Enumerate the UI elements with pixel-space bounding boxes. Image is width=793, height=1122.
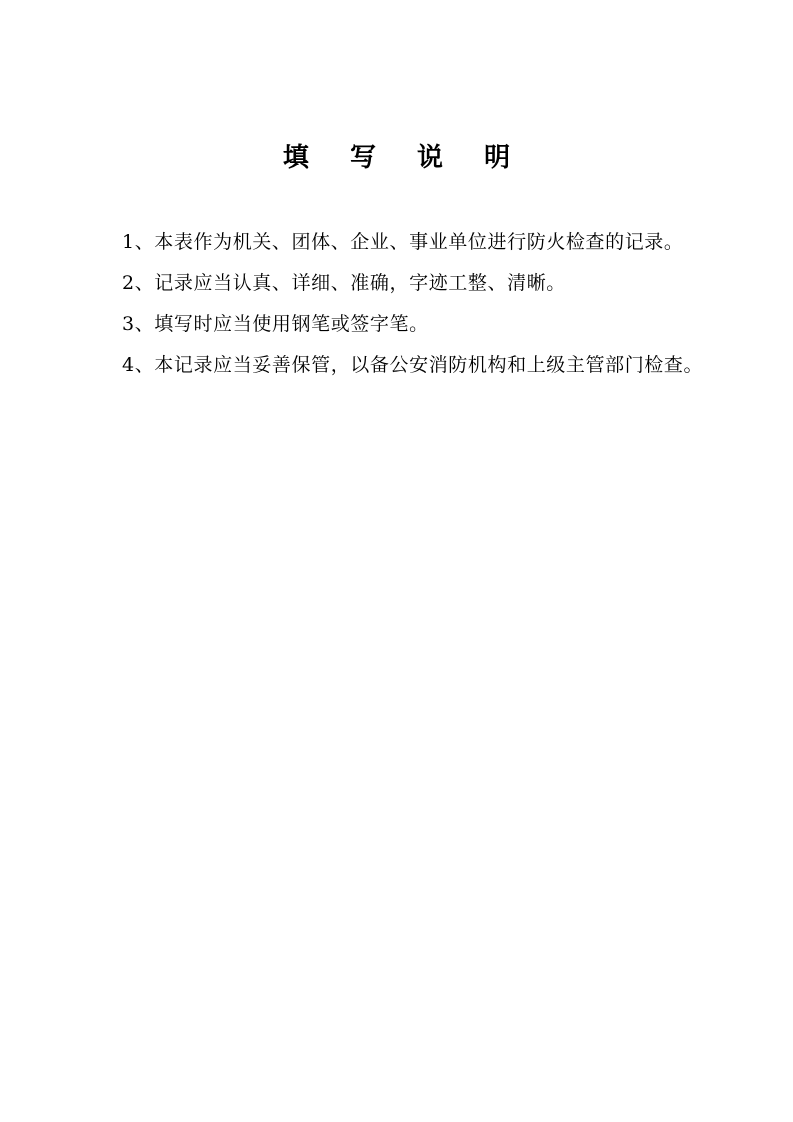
instructions-list: [79, 222, 719, 386]
page-title: 填 写 说 明: [282, 143, 527, 173]
instruction-item-2: 2、记录应当认真、详细、准确，字迹工整、清晰。: [122, 272, 566, 294]
instruction-item-4: 4、本记录应当妥善保管，以备公安消防机构和上级主管部门检查。: [122, 354, 704, 376]
instruction-item-1: 1、本表作为机关、团体、企业、事业单位进行防火检查的记录。: [122, 231, 684, 253]
instruction-item-3: 3、填写时应当使用钢笔或签字笔。: [122, 313, 429, 335]
